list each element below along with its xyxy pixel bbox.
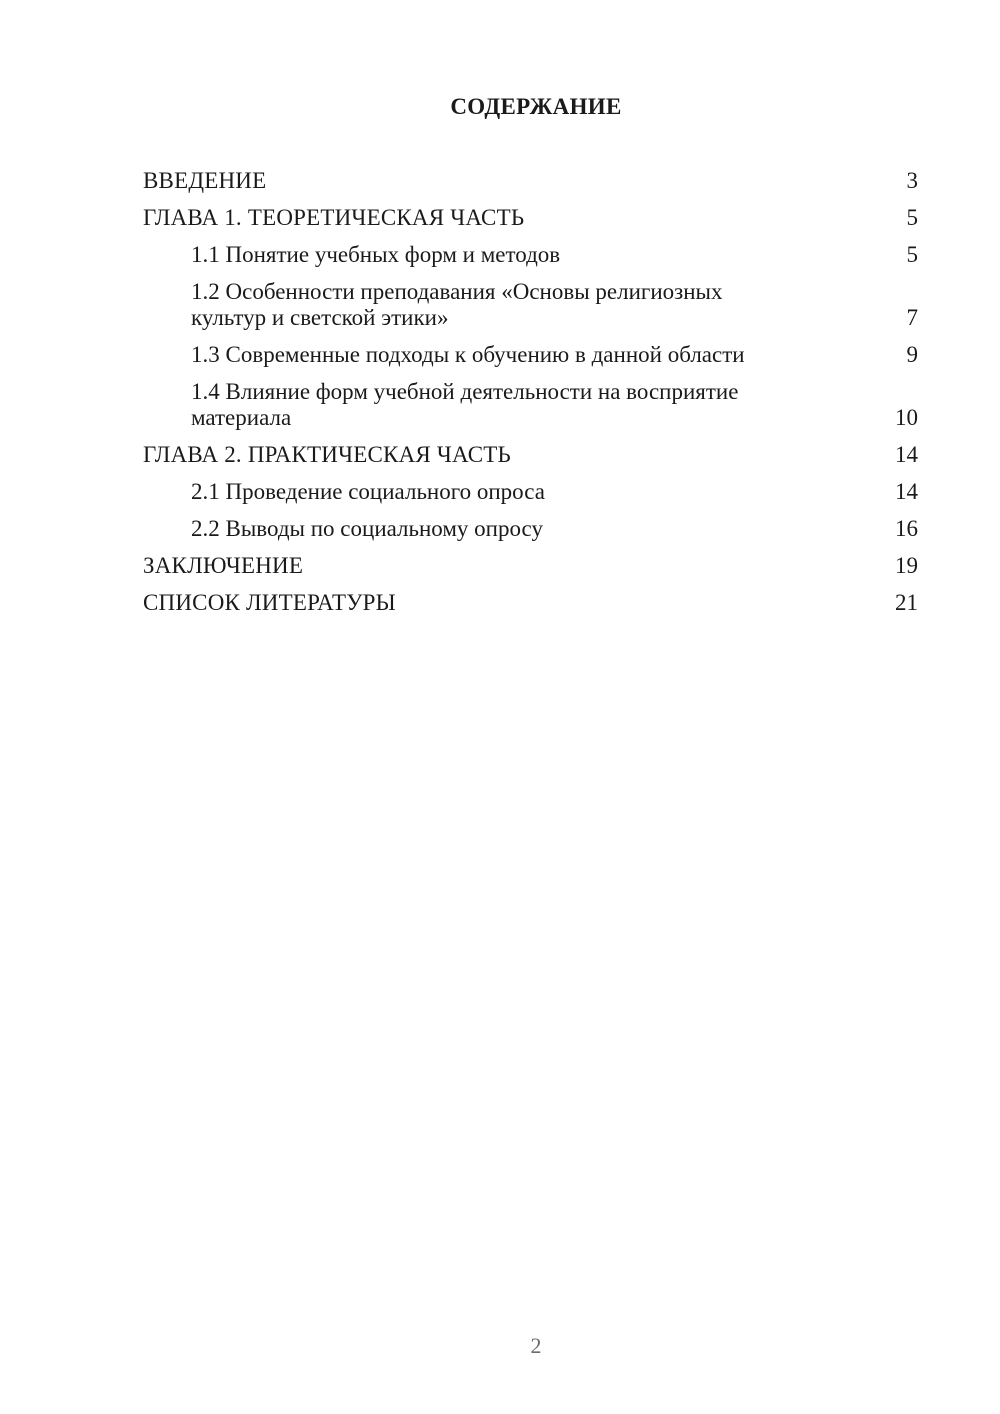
toc-entry-label: 1.4 Влияние форм учебной деятельности на восприятие материала: [191, 379, 739, 430]
toc-entry-section-2-2[interactable]: [143, 516, 918, 542]
toc-entry-label: ГЛАВА 2. ПРАКТИЧЕСКАЯ ЧАСТЬ: [143, 442, 511, 467]
toc-entry-bibliography[interactable]: [143, 590, 918, 616]
toc-entry-label: 1.1 Понятие учебных форм и методов: [191, 242, 561, 267]
toc-entry-label: 2.2 Выводы по социальному опросу: [191, 516, 543, 541]
toc-entry-label: ВВЕДЕНИЕ: [143, 168, 267, 193]
toc-entry-page-number: 10: [895, 405, 918, 430]
table-of-contents: [143, 168, 918, 627]
toc-entry-page-number: 21: [895, 590, 918, 615]
toc-entry-page-number: 7: [906, 305, 918, 330]
toc-entry-section-1-1[interactable]: [143, 242, 918, 268]
toc-entry-label: 1.2 Особенности преподавания «Основы религиозных культур и светской этики»: [191, 279, 723, 330]
toc-entry-label: 2.1 Проведение социального опроса: [191, 479, 545, 504]
toc-entry-page-number: 5: [906, 205, 918, 230]
toc-entry-conclusion[interactable]: [143, 553, 918, 579]
toc-entry-page-number: 14: [895, 479, 918, 504]
toc-entry-label: СПИСОК ЛИТЕРАТУРЫ: [143, 590, 396, 615]
toc-entry-introduction[interactable]: [143, 168, 918, 194]
toc-entry-chapter-1[interactable]: [143, 205, 918, 231]
page-title: СОДЕРЖАНИЕ: [450, 94, 622, 119]
toc-entry-section-1-4[interactable]: [143, 379, 918, 431]
toc-entry-page-number: 9: [906, 342, 918, 367]
toc-entry-label: 1.3 Современные подходы к обучению в данной области: [191, 342, 745, 367]
toc-entry-section-1-3[interactable]: [143, 342, 918, 368]
toc-entry-page-number: 14: [895, 442, 918, 467]
toc-entry-page-number: 3: [906, 168, 918, 193]
toc-entry-label: ЗАКЛЮЧЕНИЕ: [143, 553, 304, 578]
toc-entry-label: ГЛАВА 1. ТЕОРЕТИЧЕСКАЯ ЧАСТЬ: [143, 205, 525, 230]
toc-entry-section-1-2[interactable]: [143, 279, 918, 331]
toc-entry-page-number: 5: [906, 242, 918, 267]
toc-entry-page-number: 19: [895, 553, 918, 578]
toc-entry-chapter-2[interactable]: [143, 442, 918, 468]
page-number: 2: [530, 1333, 542, 1358]
toc-entry-page-number: 16: [895, 516, 918, 541]
toc-entry-section-2-1[interactable]: [143, 479, 918, 505]
